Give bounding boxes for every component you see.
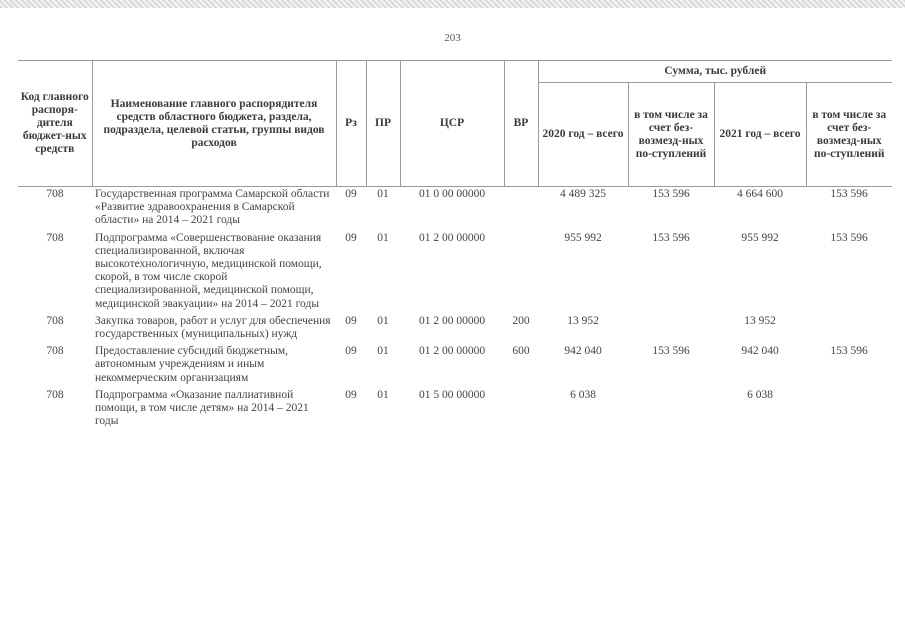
header-csr: ЦСР bbox=[400, 61, 504, 187]
budget-table bbox=[18, 60, 892, 431]
table-row bbox=[18, 314, 892, 344]
cell-name: Подпрограмма «Совершенствование оказания специализированной, включая высокотехнологичную, медицинской помощи, скорой, в том числе скорой специализированной, медицинской помощи, медицинской эвакуации» на 2014 – 2021 годы bbox=[95, 231, 322, 310]
page-number: 203 bbox=[444, 32, 461, 44]
cell-pr: 01 bbox=[377, 388, 389, 401]
cell-rz: 09 bbox=[345, 314, 357, 327]
cell-pr: 01 bbox=[377, 314, 389, 327]
cell-2020-included bbox=[628, 314, 714, 344]
cell-2020-total: 6 038 bbox=[570, 388, 596, 401]
cell-name: Закупка товаров, работ и услуг для обеспечения государственных (муниципальных) нужд bbox=[95, 314, 331, 341]
cell-2021-included bbox=[806, 314, 892, 344]
cell-2021-included bbox=[806, 388, 892, 432]
header-2020-included: в том числе за счет без-возмезд-ных по-ступлений bbox=[628, 83, 714, 187]
cell-name: Подпрограмма «Оказание паллиативной помощи, в том числе детям» на 2014 – 2021 годы bbox=[95, 388, 309, 428]
cell-2020-included: 153 596 bbox=[652, 231, 690, 244]
table-row bbox=[18, 187, 892, 231]
cell-vr: 600 bbox=[512, 345, 530, 358]
cell-2021-included: 153 596 bbox=[830, 188, 868, 200]
cell-name: Государственная программа Самарской области «Развитие здравоохранения в Самарской области» на 2014 – 2021 годы bbox=[95, 188, 330, 227]
cell-vr bbox=[504, 231, 538, 314]
header-rz: Рз bbox=[336, 61, 366, 187]
table-row bbox=[18, 344, 892, 388]
cell-2020-total: 942 040 bbox=[564, 345, 602, 358]
cell-vr bbox=[504, 388, 538, 432]
cell-csr: 01 0 00 00000 bbox=[418, 188, 486, 200]
cell-pr: 01 bbox=[377, 231, 389, 244]
table-row bbox=[18, 231, 892, 314]
cell-csr: 01 2 00 00000 bbox=[418, 314, 486, 327]
cell-2020-total: 4 489 325 bbox=[560, 188, 606, 200]
cell-code: 708 bbox=[46, 188, 64, 200]
cell-2020-included: 153 596 bbox=[652, 345, 690, 358]
cell-pr: 01 bbox=[377, 188, 389, 200]
header-2021-included: в том числе за счет без-возмезд-ных по-ступлений bbox=[806, 83, 892, 187]
cell-csr: 01 5 00 00000 bbox=[418, 388, 486, 401]
cell-code: 708 bbox=[46, 314, 64, 327]
table-row bbox=[18, 388, 892, 432]
cell-code: 708 bbox=[46, 231, 64, 244]
cell-vr: 200 bbox=[512, 314, 530, 327]
scan-top-edge bbox=[0, 0, 905, 8]
cell-pr: 01 bbox=[377, 345, 389, 358]
cell-2020-included bbox=[628, 388, 714, 432]
header-2021-total: 2021 год – всего bbox=[714, 83, 806, 187]
cell-2020-included: 153 596 bbox=[652, 188, 690, 200]
header-code: Код главного распоря-дителя бюджет-ных средств bbox=[18, 61, 92, 187]
cell-rz: 09 bbox=[345, 388, 357, 401]
cell-2021-included: 153 596 bbox=[830, 231, 868, 244]
cell-rz: 09 bbox=[345, 345, 357, 358]
cell-code: 708 bbox=[46, 345, 64, 358]
cell-2021-total: 942 040 bbox=[741, 345, 779, 358]
cell-2020-total: 955 992 bbox=[564, 231, 602, 244]
cell-2021-included: 153 596 bbox=[830, 345, 868, 358]
header-pr: ПР bbox=[366, 61, 400, 187]
cell-2021-total: 6 038 bbox=[747, 388, 773, 401]
header-sum-group: Сумма, тыс. рублей bbox=[538, 61, 892, 83]
cell-2021-total: 13 952 bbox=[744, 314, 776, 327]
cell-rz: 09 bbox=[345, 231, 357, 244]
header-name: Наименование главного распорядителя средств областного бюджета, раздела, подраздела, целевой статьи, группы видов расходов bbox=[92, 61, 336, 187]
cell-rz: 09 bbox=[345, 188, 357, 200]
cell-code: 708 bbox=[46, 388, 64, 401]
cell-csr: 01 2 00 00000 bbox=[418, 231, 486, 244]
header-vr: ВР bbox=[504, 61, 538, 187]
cell-name: Предоставление субсидий бюджетным, автономным учреждениям и иным некоммерческим организациям bbox=[95, 345, 289, 384]
cell-vr bbox=[504, 187, 538, 231]
cell-2020-total: 13 952 bbox=[567, 314, 599, 327]
cell-csr: 01 2 00 00000 bbox=[418, 345, 486, 358]
cell-2021-total: 955 992 bbox=[741, 231, 779, 244]
header-2020-total: 2020 год – всего bbox=[538, 83, 628, 187]
cell-2021-total: 4 664 600 bbox=[737, 188, 783, 200]
